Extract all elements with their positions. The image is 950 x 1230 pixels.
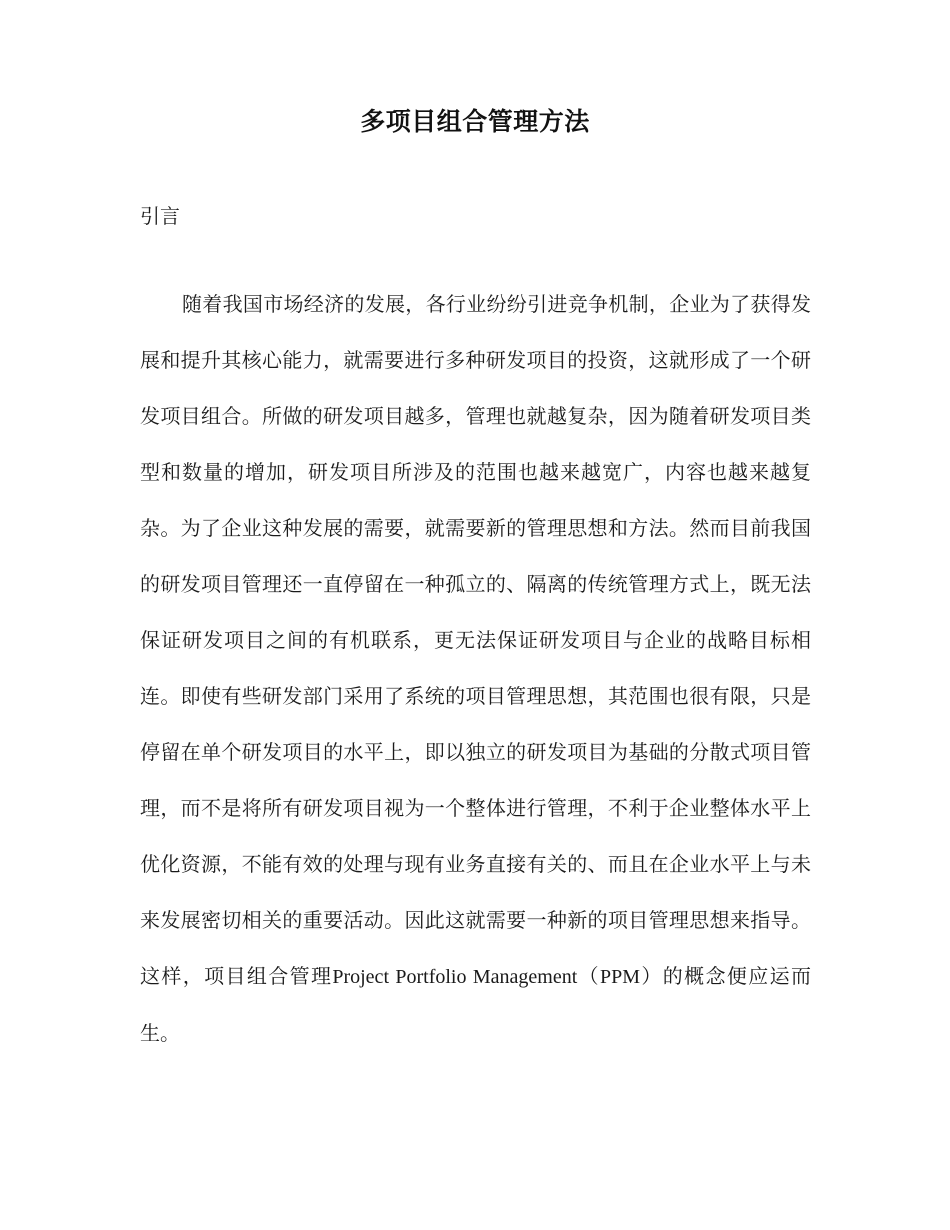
- paragraph-paren-open: （: [577, 964, 601, 988]
- paragraph-paren-close: ）: [640, 964, 663, 988]
- paragraph-main-text: 随着我国市场经济的发展，各行业纷纷引进竞争机制，企业为了获得发展和提升其核心能力，就需要进行多种研发项目的投资，这就形成了一个研发项目组合。所做的研发项目越多，管理也就越复杂，因为随着研发项目类型和数量的增加，研发项目所涉及的范围也越来越宽广，内容也越来越复杂。为了企业这种发展的需要，就需要新的管理思想和方法。然而目前我国的研发项目管理还一直停留在一种孤立的、隔离的传统管理方式上，既无法保证研发项目之间的有机联系，更无法保证研发项目与企业的战略目标相连。即使有些研发部门采用了系统的项目管理思想，其范围也很有限，只是停留在单个研发项目的水平上，即以独立的研发项目为基础的分散式项目管理，而不是将所有研发项目视为一个整体进行管理，不利于企业整体水平上优化资源，不能有效的处理与现有业务直接有关的、而且在企业水平上与未来发展密切相关的重要活动。因此这就需要一种新的项目管理思想来指导。这样，项目组合管理: [140, 292, 811, 988]
- paragraph-english-term: Project Portfolio Management: [332, 966, 578, 988]
- paragraph-abbreviation: PPM: [600, 966, 641, 988]
- paragraph-ending-text: 的概念便应运而生。: [140, 964, 812, 1045]
- section-heading-introduction: 引言: [140, 204, 180, 228]
- introduction-paragraph: [140, 276, 811, 1061]
- document-title: 多项目组合管理方法: [360, 107, 590, 136]
